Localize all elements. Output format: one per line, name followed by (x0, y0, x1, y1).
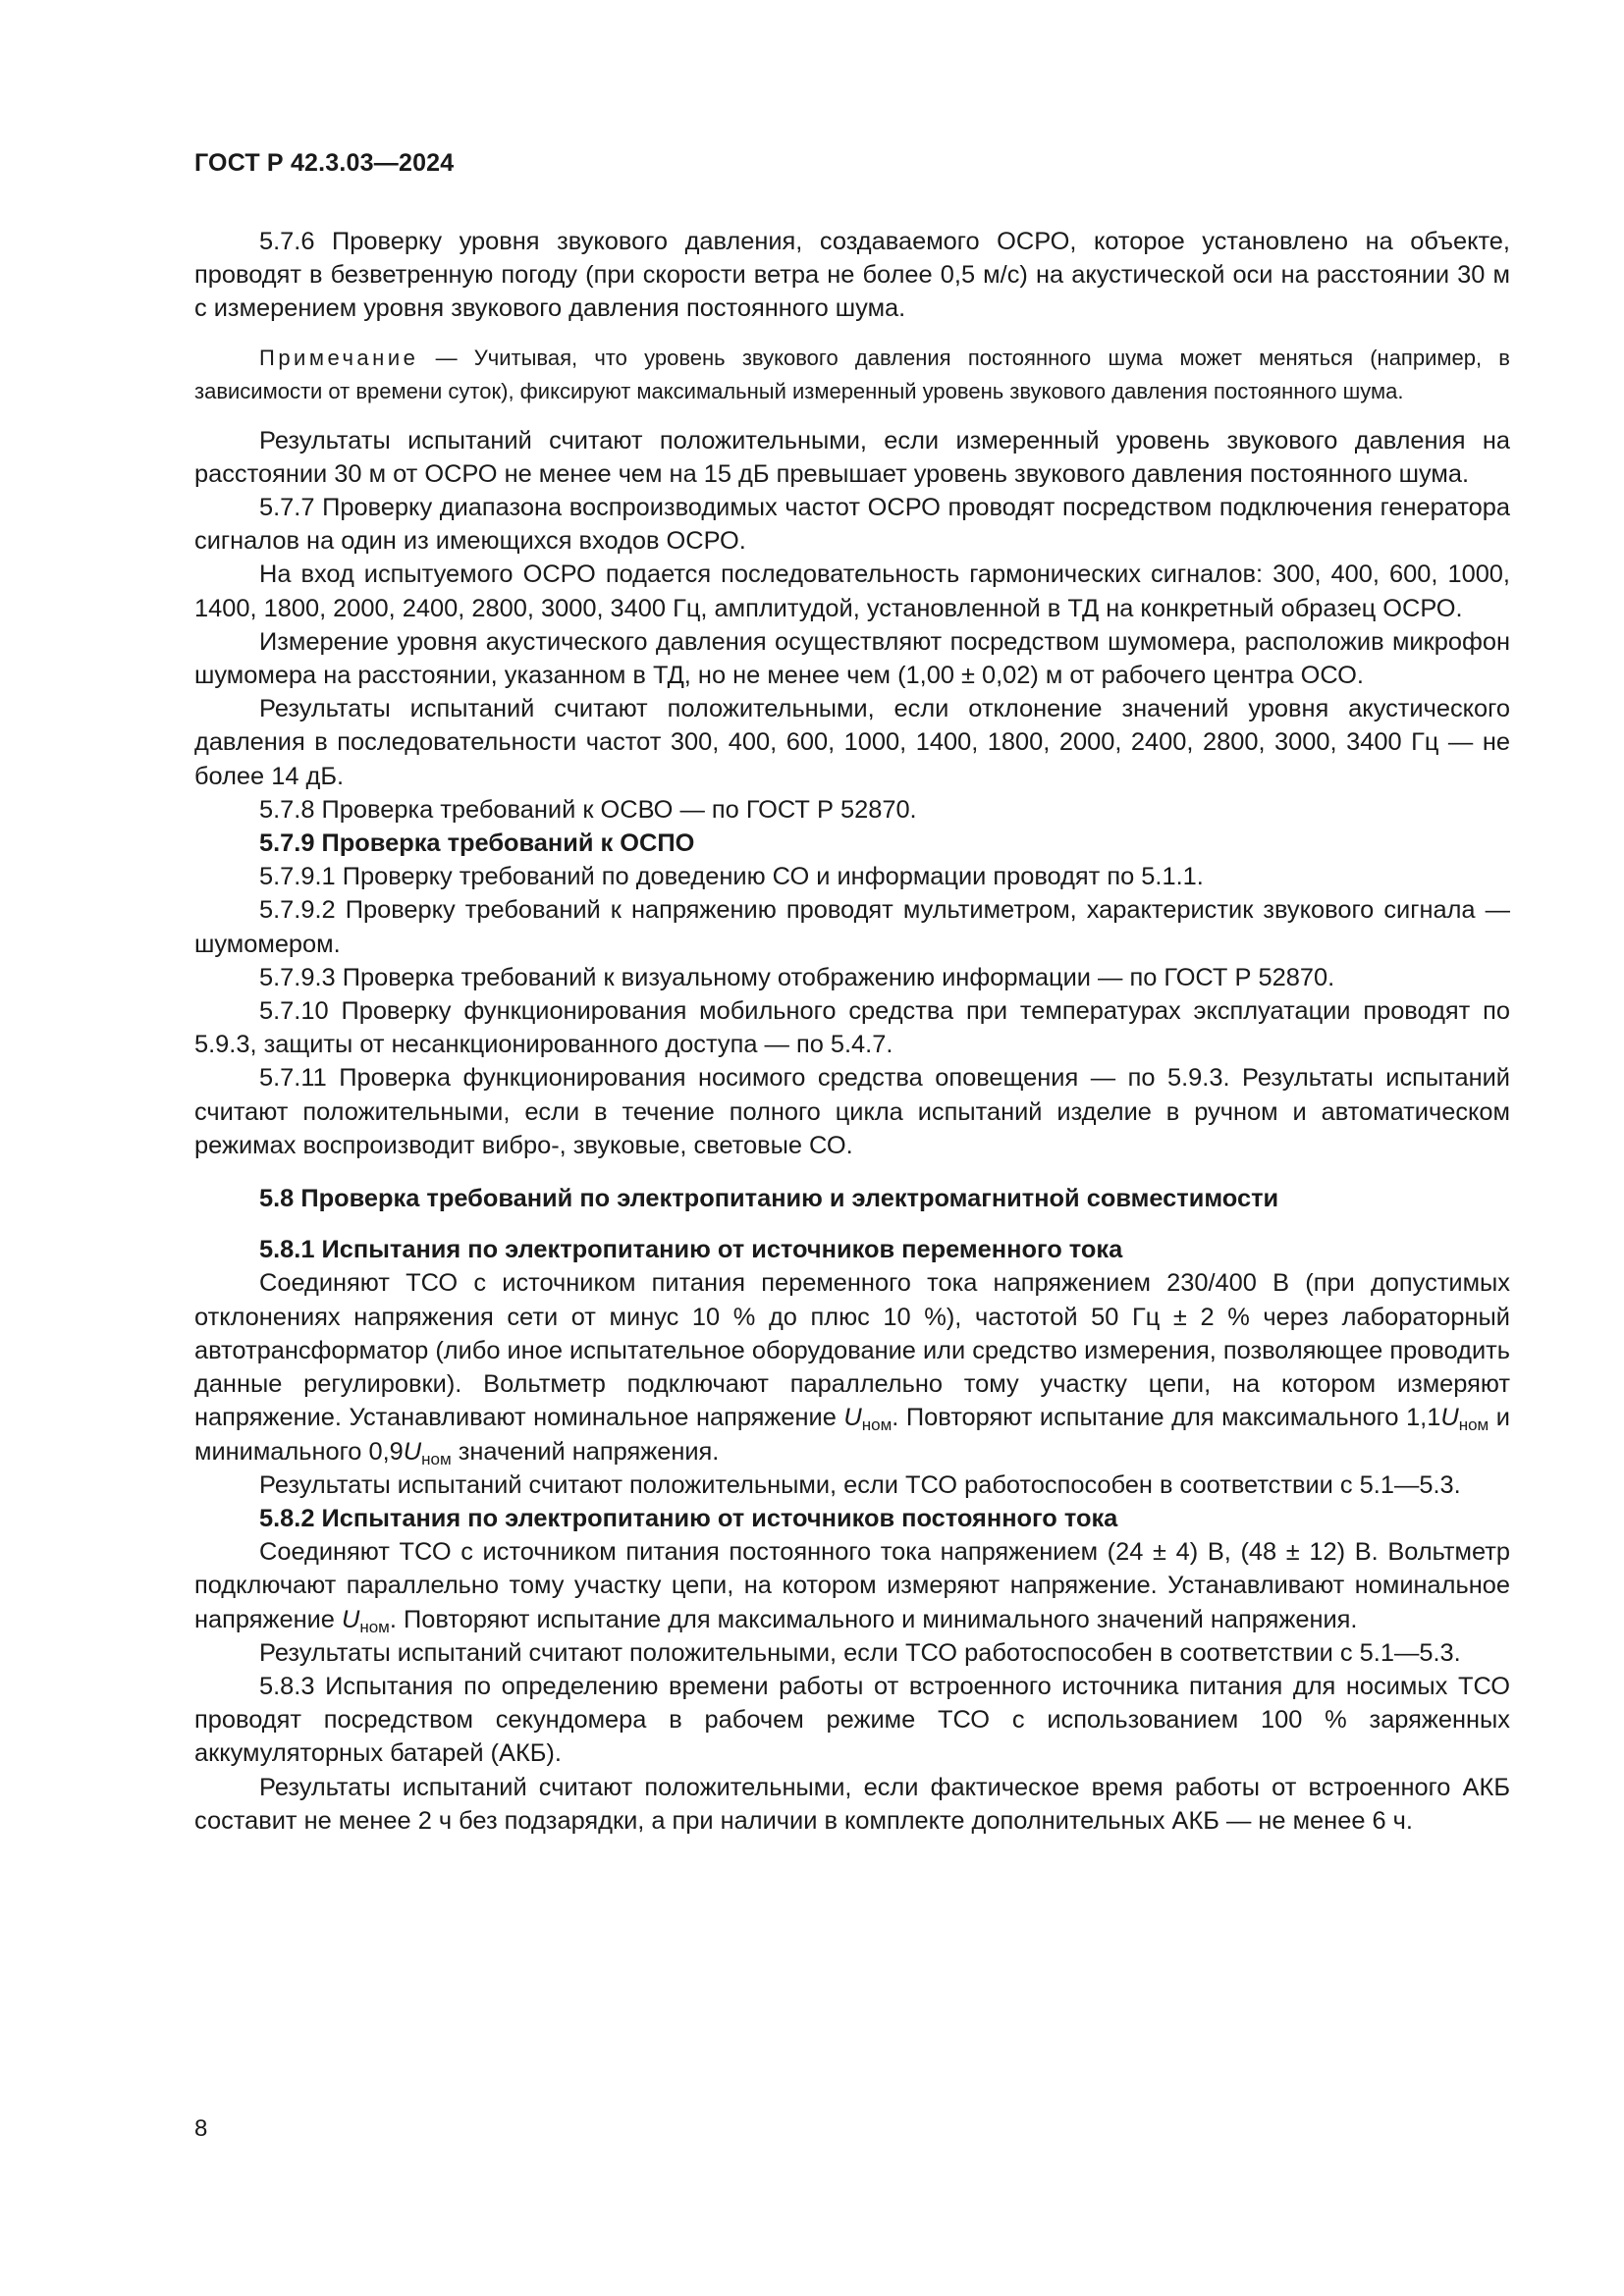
paragraph-result-5-8-2: Результаты испытаний считают положительными, если ТСО работоспособен в соответствии с 5.1—5.3. (259, 1638, 1461, 1667)
heading-5-8-1: 5.8.1 Испытания по электропитанию от источников переменного тока (259, 1236, 1123, 1264)
paragraph-5-8-3: 5.8.3 Испытания по определению времени работы от встроенного источника питания для носимых ТСО проводят посредством секундомера в рабочем режиме ТСО с использованием 100 % заряженных аккумуляторных батарей (АКБ). (194, 1672, 1510, 1768)
document-header: ГОСТ Р 42.3.03—2024 (194, 149, 455, 177)
paragraph-5-7-11: 5.7.11 Проверка функционирования носимого средства оповещения — по 5.9.3. Результаты испытаний считают положительными, если в течение полного цикла испытаний изделие в ручном и автоматическом режимах воспроизводит вибро-, звуковые, световые СО. (194, 1064, 1510, 1159)
paragraph-5-7-9-3: 5.7.9.3 Проверка требований к визуальному отображению информации — по ГОСТ Р 52870. (259, 963, 1335, 991)
heading-5-8-2: 5.8.2 Испытания по электропитанию от источников постоянного тока (259, 1504, 1118, 1532)
paragraph-5-7-7: 5.7.7 Проверку диапазона воспроизводимых частот ОСРО проводят посредством подключения генератора сигналов на один из имеющихся входов ОСРО. (194, 494, 1510, 556)
document-body (194, 225, 1510, 1838)
paragraph-result-5-8-3: Результаты испытаний считают положительными, если фактическое время работы от встроенного АКБ составит не менее 2 ч без подзарядки, а при наличии в комплекте дополнительных АКБ — не менее 6 ч. (194, 1773, 1510, 1835)
ac-voltage-symbol-max: U (1440, 1404, 1459, 1432)
paragraph-result-5-8-1: Результаты испытаний считают положительными, если ТСО работоспособен в соответствии с 5.1—5.3. (259, 1470, 1461, 1499)
ac-voltage-symbol-min: U (403, 1437, 422, 1466)
heading-5-7-9: 5.7.9 Проверка требований к ОСПО (259, 829, 695, 858)
ac-text-part-d: значений напряжения. (451, 1437, 720, 1466)
ac-text-part-a: Соединяют ТСО с источником питания переменного тока напряжением 230/400 В (при допустимых отклонениях напряжения сети от минус 10 % до плюс 10 %), частотой 50 Гц ± 2 % через лабораторный автотрансформатор (либо иное испытательное оборудование или средство измерения, позволяющее проводить данные регулировки). Вольтметр подключают параллельно тому участку цепи, на котором измеряют напряжение. Устанавливают номинальное напряжение (194, 1269, 1510, 1432)
ac-voltage-subscript-max: ном (1458, 1415, 1489, 1435)
page-number: 8 (194, 2115, 208, 2142)
ac-text-part-c: и минимального 0,9 (194, 1404, 1510, 1466)
dc-text-part-b: . Повторяют испытание для максимального и минимального значений напряжения. (389, 1605, 1358, 1633)
paragraph-5-7-6: 5.7.6 Проверку уровня звукового давления, создаваемого ОСРО, которое установлено на объекте, проводят в безветренную погоду (при скорости ветра не более 0,5 м/с) на акустической оси на расстоянии 30 м с измерением уровня звукового давления постоянного шума. (194, 228, 1510, 323)
paragraph-result-5-7-7: Результаты испытаний считают положительными, если отклонение значений уровня акустического давления в последовательности частот 300, 400, 600, 1000, 1400, 1800, 2000, 2400, 2800, 3000, 3400 Гц — не более 14 дБ. (194, 695, 1510, 790)
note-text: — Учитывая, что уровень звукового давления постоянного шума может меняться (например, в зависимости от времени суток), фиксируют максимальный измеренный уровень звукового давления постоянного шума. (194, 345, 1510, 403)
ac-text-part-b: . Повторяют испытание для максимального 1,1 (892, 1404, 1441, 1432)
paragraph-result-5-7-6: Результаты испытаний считают положительными, если измеренный уровень звукового давления на расстоянии 30 м от ОСРО не менее чем на 15 дБ превышает уровень звукового давления постоянного шума. (194, 426, 1510, 488)
paragraph-signal-sequence: На вход испытуемого ОСРО подается последовательность гармонических сигналов: 300, 400, 600, 1000, 1400, 1800, 2000, 2400, 2800, 3000, 3400 Гц, амплитудой, установленной в ТД на конкретный образец ОСРО. (194, 561, 1510, 622)
dc-voltage-subscript: ном (359, 1617, 390, 1636)
ac-voltage-symbol: U (843, 1404, 862, 1432)
paragraph-measurement: Измерение уровня акустического давления осуществляют посредством шумомера, расположив микрофон шумомера на расстоянии, указанном в ТД, но не менее чем (1,00 ± 0,02) м от рабочего центра ОСО. (194, 627, 1510, 690)
ac-voltage-subscript: ном (861, 1415, 893, 1435)
paragraph-5-7-9-2: 5.7.9.2 Проверку требований к напряжению проводят мультиметром, характеристик звукового сигнала — шумомером. (194, 896, 1510, 958)
note-paragraph (194, 342, 1510, 408)
paragraph-dc-test (194, 1535, 1510, 1636)
paragraph-5-7-8: 5.7.8 Проверка требований к ОСВО — по ГОСТ Р 52870. (259, 795, 917, 824)
dc-voltage-symbol: U (341, 1605, 360, 1633)
dc-text-part-a: Соединяют ТСО с источником питания постоянного тока напряжением (24 ± 4) В, (48 ± 12) В. Вольтметр подключают параллельно тому участку цепи, на котором измеряют напряжение. Устанавливают номинальное напряжение (194, 1538, 1510, 1633)
paragraph-5-7-9-1: 5.7.9.1 Проверку требований по доведению СО и информации проводят по 5.1.1. (259, 863, 1204, 891)
note-label: Примечание (259, 345, 419, 370)
heading-5-8: 5.8 Проверка требований по электропитанию и электромагнитной совместимости (259, 1185, 1279, 1213)
paragraph-ac-test (194, 1266, 1510, 1468)
ac-voltage-subscript-min: ном (421, 1449, 452, 1468)
paragraph-5-7-10: 5.7.10 Проверку функционирования мобильного средства при температурах эксплуатации проводят по 5.9.3, защиты от несанкционированного доступа — по 5.4.7. (194, 997, 1510, 1059)
